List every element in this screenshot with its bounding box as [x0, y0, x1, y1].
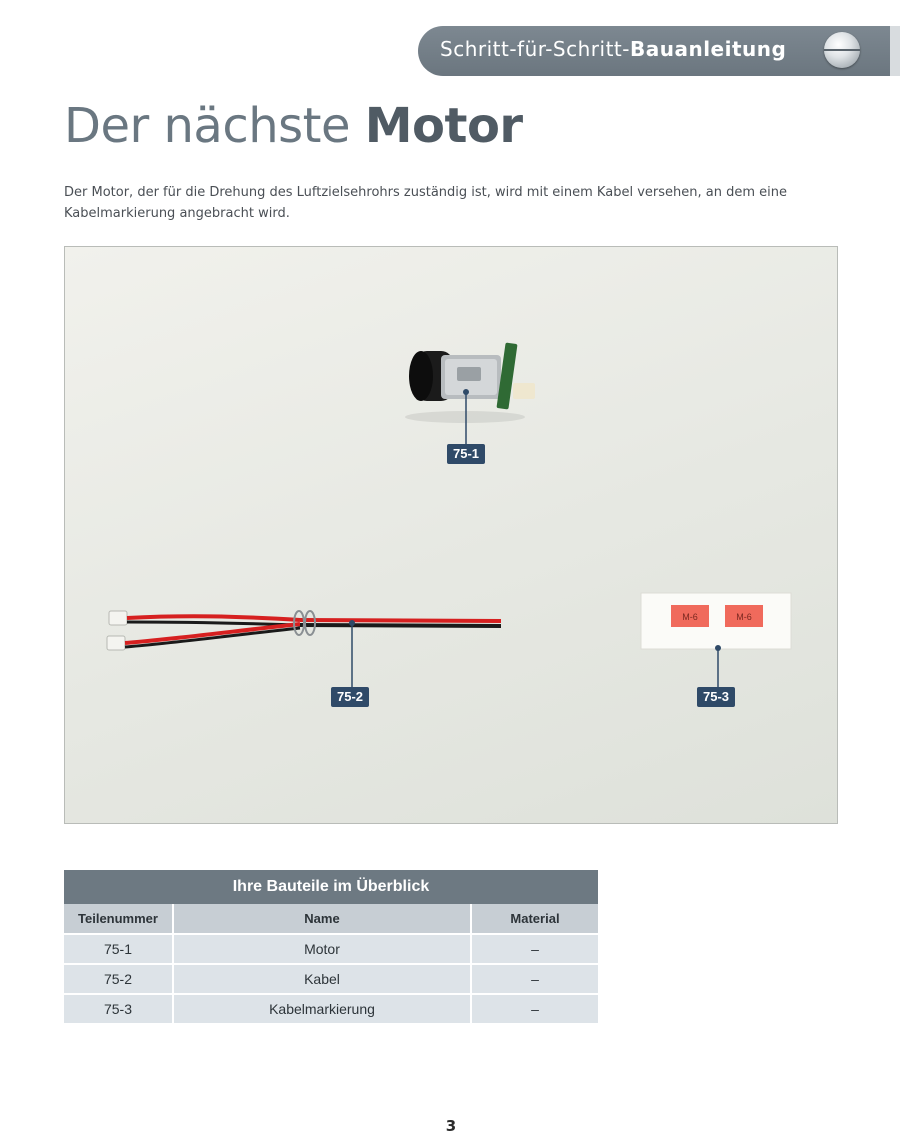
part-material-cell: – [471, 964, 598, 994]
motor-illustration [405, 342, 535, 423]
part-number-cell: 75-3 [64, 994, 173, 1023]
banner-title-bold: Bauanleitung [629, 37, 787, 61]
part-label-75-2: 75-2 [331, 687, 369, 707]
header-part-number: Teilenummer [64, 904, 173, 934]
parts-table [64, 870, 598, 1023]
header-material: Material [471, 904, 598, 934]
table-row [64, 964, 598, 994]
part-number-cell: 75-1 [64, 934, 173, 964]
part-name-cell: Kabelmarkierung [173, 994, 471, 1023]
table-row [64, 994, 598, 1023]
table-row [64, 934, 598, 964]
part-material-cell: – [471, 934, 598, 964]
parts-table-caption: Ihre Bauteile im Überblick [64, 870, 598, 904]
banner-title [440, 37, 786, 61]
table-header-row [64, 904, 598, 934]
page-number: 3 [445, 1117, 457, 1135]
page-title-regular: Der nächste [64, 98, 365, 154]
part-label-75-3: 75-3 [697, 687, 735, 707]
intro-text: Der Motor, der für die Drehung des Luftzielsehrohrs zuständig ist, wird mit einem Kabel versehen, an dem eine Kabelmarkierung angebracht wird. [64, 185, 787, 221]
part-material-cell: – [471, 994, 598, 1023]
part-name-cell: Kabel [173, 964, 471, 994]
part-label-75-1: 75-1 [447, 444, 485, 464]
page-title [64, 98, 523, 154]
banner-title-regular: Schritt-für-Schritt- [440, 37, 630, 61]
marker-text-right: M-6 [736, 612, 752, 622]
part-number-cell: 75-2 [64, 964, 173, 994]
cable-marker-illustration [641, 593, 791, 649]
banner-edge [890, 26, 900, 76]
globe-icon [824, 32, 860, 68]
page-title-bold: Motor [364, 98, 523, 154]
header-name: Name [173, 904, 471, 934]
section-banner [418, 26, 900, 76]
part-name-cell: Motor [173, 934, 471, 964]
marker-text-left: M-6 [682, 612, 698, 622]
parts-photo [64, 246, 838, 824]
parts-illustration [65, 247, 839, 825]
cable-illustration [107, 611, 501, 650]
